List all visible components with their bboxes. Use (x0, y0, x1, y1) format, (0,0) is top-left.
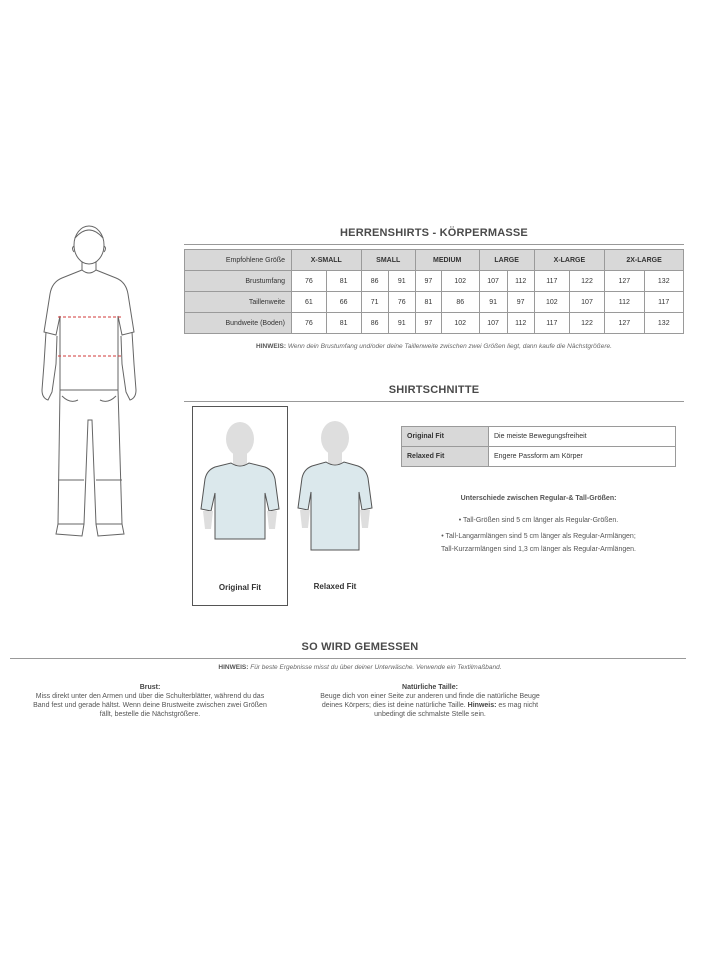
waist-instructions (290, 683, 570, 719)
cell: 91 (479, 292, 507, 313)
note-text: Für beste Ergebnisse misst du über deiner Unterwäsche. Verwende ein Textilmaßband. (250, 664, 502, 671)
size-2xlarge: 2X-LARGE (605, 250, 684, 271)
cell: 86 (361, 313, 388, 334)
cell: 117 (534, 271, 569, 292)
size-note (184, 343, 684, 350)
bullet-text: Tall-Langarmlängen sind 5 cm länger als Regular-Armlängen; (445, 533, 636, 540)
table-row-brustumfang (185, 271, 684, 292)
size-small: SMALL (361, 250, 415, 271)
cell: 112 (507, 271, 534, 292)
header-label: Empfohlene Größe (185, 250, 292, 271)
cell: 76 (292, 271, 327, 292)
waist-note-label: Hinweis: (467, 702, 497, 709)
fit-name: Original Fit (402, 427, 489, 447)
size-table (184, 249, 684, 334)
cell: 107 (569, 292, 604, 313)
cell: 76 (388, 292, 415, 313)
fit-description: Engere Passform am Körper (489, 447, 676, 467)
cell: 81 (326, 313, 361, 334)
note-label: HINWEIS: (256, 343, 287, 350)
chest-line: Band fest und gerade hältst. Wenn deine Brustweite zwischen zwei Größen (33, 702, 267, 709)
waist-line: unbedingt die schmalste Stelle sein. (374, 711, 486, 718)
cell: 132 (644, 313, 684, 334)
section-title-how-to-measure: SO WIRD GEMESSEN (301, 641, 419, 653)
divider (184, 244, 684, 245)
chest-instructions (10, 683, 290, 719)
cell: 102 (441, 313, 479, 334)
waist-title: Natürliche Taille: (402, 684, 458, 691)
cell: 91 (388, 271, 415, 292)
list-item: • Tall-Größen sind 5 cm länger als Regular-Größen. (458, 517, 619, 524)
note-text: Wenn dein Brustumfang und/oder deine Taillenweite zwischen zwei Größen liegt, dann kaufe die Nächstgrößere. (287, 343, 612, 350)
cell: 76 (292, 313, 327, 334)
bullet-text: Tall-Größen sind 5 cm länger als Regular-Größen. (463, 517, 619, 524)
regular-tall-heading: Unterschiede zwischen Regular-& Tall-Größen: (460, 495, 617, 502)
cell: 122 (569, 313, 604, 334)
waist-line: Beuge dich von einer Seite zur anderen und finde die natürliche Beuge (320, 693, 540, 700)
table-row (402, 447, 676, 467)
cell: 117 (534, 313, 569, 334)
row-label: Brustumfang (185, 271, 292, 292)
measure-note (0, 664, 720, 671)
cell: 122 (569, 271, 604, 292)
size-large: LARGE (479, 250, 534, 271)
cell: 102 (441, 271, 479, 292)
cell: 86 (441, 292, 479, 313)
cell: 117 (644, 292, 684, 313)
fit-name: Relaxed Fit (402, 447, 489, 467)
waist-line: deines Körpers; dies ist deine natürliche Taille. (321, 702, 466, 709)
regular-tall-bullets (401, 514, 676, 556)
original-fit-label: Original Fit (218, 583, 262, 592)
man-figure-illustration (38, 224, 142, 546)
cell: 81 (326, 271, 361, 292)
table-row-bundweite (185, 313, 684, 334)
divider (184, 401, 684, 402)
list-item (401, 543, 676, 556)
cell: 61 (292, 292, 327, 313)
fit-table (401, 426, 676, 467)
cell: 132 (644, 271, 684, 292)
cell: 81 (415, 292, 441, 313)
relaxed-fit-card (288, 406, 384, 606)
section-title-shirt-cuts: SHIRTSCHNITTE (388, 384, 480, 396)
list-item: • Tall-Langarmlängen sind 5 cm länger als Regular-Armlängen; (441, 533, 636, 540)
cell: 102 (534, 292, 569, 313)
cell: 127 (605, 271, 644, 292)
note-label: HINWEIS: (218, 664, 249, 671)
cell: 91 (388, 313, 415, 334)
row-label: Bundweite (Boden) (185, 313, 292, 334)
cell: 97 (415, 313, 441, 334)
section-title-body-measurements: HERRENSHIRTS - KÖRPERMASSE (340, 227, 528, 239)
size-header-row (185, 250, 684, 271)
cell: 71 (361, 292, 388, 313)
table-row (402, 427, 676, 447)
cell: 66 (326, 292, 361, 313)
cell: 127 (605, 313, 644, 334)
table-row-taillenweite (185, 292, 684, 313)
divider (10, 658, 686, 659)
fit-description: Die meiste Bewegungsfreiheit (489, 427, 676, 447)
cell: 107 (479, 313, 507, 334)
waist-line: es mag nicht (498, 702, 539, 709)
relaxed-fit-label: Relaxed Fit (313, 582, 357, 591)
cell: 97 (507, 292, 534, 313)
size-xlarge: X-LARGE (534, 250, 604, 271)
bullet-text: Tall-Kurzarmlängen sind 1,3 cm länger als Regular-Armlängen. (441, 546, 636, 553)
cell: 86 (361, 271, 388, 292)
chest-line: fällt, bestelle die Nächstgrößere. (99, 711, 201, 718)
relaxed-fit-shirt-illustration (288, 416, 382, 566)
cell: 112 (507, 313, 534, 334)
cell: 97 (415, 271, 441, 292)
chest-title: Brust: (139, 684, 161, 691)
chest-line: Miss direkt unter den Armen und über die Schulterblätter, während du das (35, 693, 265, 700)
original-fit-shirt-illustration (193, 417, 287, 547)
cell: 107 (479, 271, 507, 292)
row-label: Taillenweite (185, 292, 292, 313)
size-medium: MEDIUM (415, 250, 479, 271)
original-fit-card (192, 406, 288, 606)
size-xsmall: X-SMALL (292, 250, 362, 271)
cell: 112 (605, 292, 644, 313)
